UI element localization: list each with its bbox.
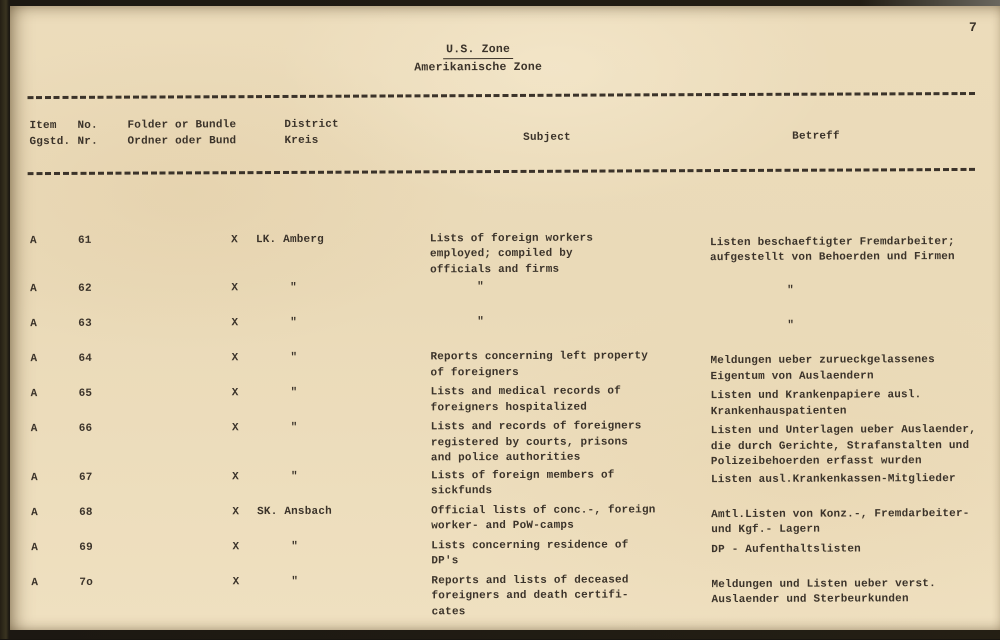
table-row — [29, 418, 979, 469]
cell-folder: X — [232, 505, 240, 518]
cell-betreff: Meldungen und Listen ueber verst. Auslaender und Sterbeurkunden — [711, 577, 936, 607]
page-content — [9, 4, 1000, 632]
cell-subject: Reports and lists of deceased foreigners and death certifi- cates — [431, 573, 629, 618]
table-row — [28, 313, 978, 350]
cell-subject: " — [477, 281, 484, 294]
table-row — [28, 229, 978, 280]
cell-no: 61 — [77, 234, 92, 247]
cell-item: A — [30, 318, 38, 331]
cell-subject: Reports concerning left property of foreigners — [430, 350, 649, 379]
cell-item: A — [30, 423, 38, 436]
cell-betreff: " — [787, 319, 795, 332]
cell-folder: X — [231, 282, 239, 295]
cell-subject: Lists of foreign workers employed; compiled by officials and firms — [429, 232, 594, 276]
cell-no: 64 — [78, 352, 93, 365]
cell-no: 62 — [78, 282, 92, 295]
header-rule-top — [27, 91, 977, 98]
cell-no: 65 — [78, 387, 93, 400]
table-body — [28, 229, 980, 622]
cell-folder: X — [231, 233, 238, 246]
cell-district: " — [290, 351, 298, 364]
column-header-folder: Folder or Bundle Ordner oder Bund — [127, 119, 237, 148]
table-row — [29, 536, 979, 573]
table-row — [29, 501, 979, 538]
cell-item: A — [31, 506, 38, 519]
cell-betreff: Listen ausl.Krankenkassen-Mitglieder — [710, 472, 956, 486]
table-row — [28, 348, 978, 385]
cell-subject: Official lists of conc.-, foreign worker- and PoW-camps — [431, 503, 656, 533]
cell-betreff: Listen und Unterlagen ueber Auslaender, die durch Gerichte, Strafanstalten und Polizeibehoerden erfasst wurden — [710, 423, 977, 469]
cell-betreff: DP - Aufenthaltslisten — [711, 542, 861, 556]
cell-no: 63 — [78, 317, 92, 330]
cell-item: A — [30, 353, 38, 366]
column-header-item: Item Ggstd. — [29, 119, 71, 148]
cell-no: 7o — [79, 576, 94, 589]
column-header-no: No. Nr. — [77, 119, 98, 148]
cell-betreff: Amtl.Listen von Konz.-, Fremdarbeiter- und Kgf.- Lagern — [711, 507, 970, 537]
column-header-district: District Kreis — [284, 118, 339, 147]
cell-no: 67 — [78, 471, 93, 484]
cell-subject: " — [477, 316, 485, 329]
cell-district: " — [290, 386, 298, 399]
column-header-betreff: Betreff — [792, 130, 840, 143]
cell-item: A — [30, 471, 38, 484]
cell-subject: Lists concerning residence of DP's — [431, 538, 629, 568]
cell-no: 68 — [79, 506, 93, 519]
column-header-subject: Subject — [523, 131, 571, 144]
cell-folder: X — [231, 422, 239, 435]
cell-item: A — [30, 283, 37, 296]
cell-no: 66 — [78, 422, 93, 435]
table-row — [29, 571, 979, 622]
cell-district: " — [291, 540, 299, 553]
cell-district: SK. Ansbach — [257, 505, 332, 518]
cell-district: LK. Amberg — [255, 233, 324, 246]
cell-folder: X — [231, 352, 239, 365]
cell-district: " — [290, 470, 298, 483]
table-row — [29, 383, 979, 420]
page-number: 7 — [968, 19, 978, 35]
table-row — [28, 278, 978, 315]
cell-district: " — [290, 421, 298, 434]
cell-betreff: Meldungen ueber zurueckgelassenes Eigentum von Auslaendern — [710, 354, 935, 383]
cell-folder: X — [232, 470, 239, 483]
cell-betreff: Listen beschaeftigter Fremdarbeiter; aufgestellt von Behoerden und Firmen — [709, 235, 955, 265]
header-rule-bottom — [28, 167, 978, 174]
cell-district: " — [290, 281, 297, 294]
table-header-row — [27, 112, 977, 154]
cell-folder: X — [231, 387, 239, 400]
cell-item: A — [31, 541, 39, 554]
table-row — [29, 466, 979, 503]
finding-aid-table — [27, 74, 979, 640]
cell-no: 69 — [79, 541, 93, 554]
cell-subject: Lists of foreign members of sickfunds — [430, 469, 615, 498]
cell-betreff: Listen und Krankenpapiere ausl. Krankenhauspatienten — [710, 389, 922, 418]
cell-subject: Lists and medical records of foreigners hospitalized — [430, 385, 622, 414]
cell-folder: X — [232, 540, 240, 553]
cell-folder: X — [231, 317, 239, 330]
cell-district: " — [291, 575, 299, 588]
cell-district: " — [290, 316, 298, 329]
page-subtitle: Amerikanische Zone — [414, 60, 543, 75]
cell-subject: Lists and records of foreigners registered by courts, prisons and police authorities — [430, 420, 642, 465]
cell-item: A — [30, 388, 38, 401]
cell-folder: X — [232, 575, 240, 588]
cell-item: A — [31, 576, 39, 589]
cell-item: A — [29, 234, 37, 247]
document-page — [10, 6, 1000, 630]
cell-betreff: " — [787, 284, 794, 297]
page-title: U.S. Zone — [443, 41, 513, 59]
